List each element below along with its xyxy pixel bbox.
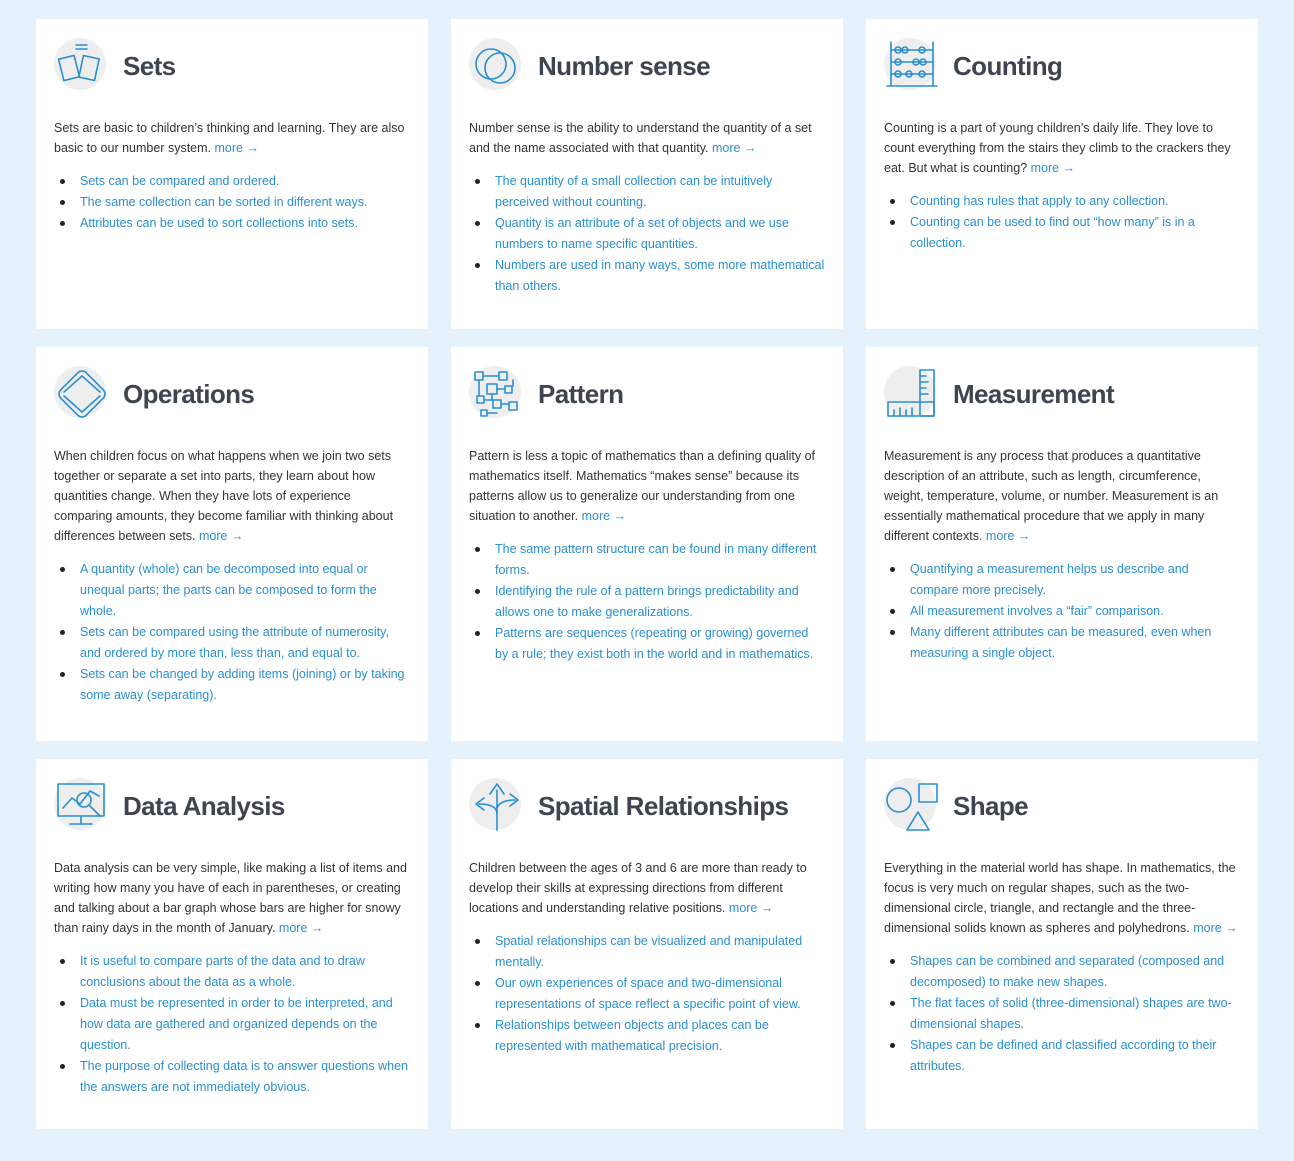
card-intro: Number sense is the ability to understand the quantity of a set and the name associated with that quantity. more → bbox=[469, 121, 812, 155]
operations-icon bbox=[54, 366, 110, 422]
list-item[interactable]: The flat faces of solid (three-dimensional) shapes are two-dimensional shapes. bbox=[890, 993, 1240, 1035]
list-item[interactable]: A quantity (whole) can be decomposed into equal or unequal parts; the parts can be composed to form the whole. bbox=[60, 559, 410, 622]
card-header bbox=[54, 776, 410, 836]
list-item[interactable]: Identifying the rule of a pattern brings predictability and allows one to make generalizations. bbox=[475, 581, 825, 623]
list-item[interactable]: Numbers are used in many ways, some more mathematical than others. bbox=[475, 255, 825, 297]
card-intro: Everything in the material world has shape. In mathematics, the focus is very much on regular shapes, such as the two-dimensional circle, triangle, and rectangle and the three-dimensional solids known as spheres and polyhedrons. more → bbox=[884, 861, 1238, 935]
list-item[interactable]: The same pattern structure can be found in many different forms. bbox=[475, 539, 825, 581]
more-link[interactable]: more → bbox=[985, 529, 1031, 543]
card-header bbox=[469, 36, 825, 96]
list-item[interactable]: The purpose of collecting data is to answer questions when the answers are not immediately obvious. bbox=[60, 1056, 410, 1098]
card-sets bbox=[36, 19, 428, 329]
list-item[interactable]: All measurement involves a “fair” comparison. bbox=[890, 601, 1240, 622]
card-number-sense bbox=[451, 19, 843, 329]
key-points-list bbox=[54, 171, 410, 234]
card-header bbox=[884, 36, 1240, 96]
list-item[interactable]: Counting can be used to find out “how many” is in a collection. bbox=[890, 212, 1240, 254]
key-points-list bbox=[884, 951, 1240, 1077]
key-points-list bbox=[469, 931, 825, 1057]
list-item[interactable]: Quantifying a measurement helps us describe and compare more precisely. bbox=[890, 559, 1240, 601]
card-intro: Measurement is any process that produces a quantitative description of an attribute, such as length, circumference, weight, temperature, volume, or number. Measurement is an essentially mathematical procedure that we apply in many different contexts. more → bbox=[884, 449, 1219, 543]
more-link[interactable]: more → bbox=[199, 529, 244, 543]
list-item[interactable]: Shapes can be defined and classified according to their attributes. bbox=[890, 1035, 1240, 1077]
list-item[interactable]: Sets can be changed by adding items (joining) or by taking some away (separating). bbox=[60, 664, 410, 706]
card-intro: Data analysis can be very simple, like making a list of items and writing how many you have of each in parentheses, or creating and talking about a bar graph whose bars are higher for snowy than rainy days in the month of January. more → bbox=[54, 861, 407, 935]
card-intro: When children focus on what happens when we join two sets together or separate a set into parts, they learn about how quantities change. When they have lots of experience comparing amounts, they become familiar with thinking about differences between sets. more → bbox=[54, 449, 394, 543]
list-item[interactable]: The quantity of a small collection can be intuitively perceived without counting. bbox=[475, 171, 825, 213]
list-item[interactable]: Attributes can be used to sort collections into sets. bbox=[60, 213, 410, 234]
card-header bbox=[54, 364, 410, 424]
more-link[interactable]: more → bbox=[728, 901, 774, 915]
card-intro: Children between the ages of 3 and 6 are more than ready to develop their skills at expressing directions from different locations and understanding relative positions. more → bbox=[469, 861, 807, 915]
card-title: Operations bbox=[123, 378, 255, 409]
key-points-list bbox=[54, 559, 410, 706]
card-title: Number sense bbox=[538, 50, 710, 81]
shapes-icon bbox=[884, 778, 940, 834]
card-spatial-relationships bbox=[451, 759, 843, 1129]
direction-arrows-icon bbox=[469, 778, 525, 834]
list-item[interactable]: Counting has rules that apply to any collection. bbox=[890, 191, 1240, 212]
list-item[interactable]: Sets can be compared using the attribute of numerosity, and ordered by more than, less than, and equal to. bbox=[60, 622, 410, 664]
key-points-list bbox=[469, 171, 825, 297]
card-pattern bbox=[451, 347, 843, 741]
card-title: Pattern bbox=[538, 378, 624, 409]
card-data-analysis bbox=[36, 759, 428, 1129]
card-header bbox=[884, 776, 1240, 836]
card-shape bbox=[866, 759, 1258, 1129]
list-item[interactable]: Data must be represented in order to be interpreted, and how data are gathered and organized depends on the question. bbox=[60, 993, 410, 1056]
more-link[interactable]: more → bbox=[278, 921, 324, 935]
key-points-list bbox=[884, 191, 1240, 254]
card-title: Counting bbox=[953, 50, 1063, 81]
key-points-list bbox=[54, 951, 410, 1098]
list-item[interactable]: Sets can be compared and ordered. bbox=[60, 171, 410, 192]
more-link[interactable]: more → bbox=[214, 141, 259, 155]
list-item[interactable]: Patterns are sequences (repeating or growing) governed by a rule; they exist both in the world and in mathematics. bbox=[475, 623, 825, 665]
card-counting bbox=[866, 19, 1258, 329]
more-link[interactable]: more → bbox=[581, 509, 627, 523]
ruler-icon bbox=[884, 366, 940, 422]
key-points-list bbox=[884, 559, 1240, 664]
key-points-list bbox=[469, 539, 825, 665]
more-link[interactable]: more → bbox=[712, 141, 757, 155]
data-analysis-icon bbox=[54, 778, 110, 834]
number-sense-icon bbox=[469, 38, 525, 94]
more-link[interactable]: more → bbox=[1193, 921, 1238, 935]
card-header bbox=[469, 776, 825, 836]
card-title: Shape bbox=[953, 790, 1029, 821]
list-item[interactable]: Quantity is an attribute of a set of objects and we use numbers to name specific quantities. bbox=[475, 213, 825, 255]
pattern-icon bbox=[469, 366, 525, 422]
topics-grid bbox=[36, 19, 1258, 1129]
card-title: Spatial Relationships bbox=[538, 790, 789, 821]
sets-icon bbox=[54, 38, 110, 94]
card-header bbox=[469, 364, 825, 424]
card-title: Measurement bbox=[953, 378, 1115, 409]
card-title: Data Analysis bbox=[123, 790, 285, 821]
list-item[interactable]: Many different attributes can be measured, even when measuring a single object. bbox=[890, 622, 1240, 664]
list-item[interactable]: Shapes can be combined and separated (composed and decomposed) to make new shapes. bbox=[890, 951, 1240, 993]
card-operations bbox=[36, 347, 428, 741]
list-item[interactable]: The same collection can be sorted in different ways. bbox=[60, 192, 410, 213]
card-intro: Pattern is less a topic of mathematics than a defining quality of mathematics itself. Mathematics “makes sense” because its patterns allow us to generalize our understanding from one situation to another. more → bbox=[469, 449, 816, 523]
card-title: Sets bbox=[123, 50, 176, 81]
card-measurement bbox=[866, 347, 1258, 741]
list-item[interactable]: Relationships between objects and places can be represented with mathematical precision. bbox=[475, 1015, 825, 1057]
card-intro: Sets are basic to children’s thinking and learning. They are also basic to our number system. more → bbox=[54, 121, 405, 155]
list-item[interactable]: It is useful to compare parts of the data and to draw conclusions about the data as a whole. bbox=[60, 951, 410, 993]
card-header bbox=[884, 364, 1240, 424]
abacus-icon bbox=[884, 38, 940, 94]
list-item[interactable]: Our own experiences of space and two-dimensional representations of space reflect a specific point of view. bbox=[475, 973, 825, 1015]
card-header bbox=[54, 36, 410, 96]
more-link[interactable]: more → bbox=[1030, 161, 1076, 175]
card-intro: Counting is a part of young children’s daily life. They love to count everything from the stairs they climb to the crackers they eat. But what is counting? more → bbox=[884, 121, 1231, 175]
list-item[interactable]: Spatial relationships can be visualized and manipulated mentally. bbox=[475, 931, 825, 973]
